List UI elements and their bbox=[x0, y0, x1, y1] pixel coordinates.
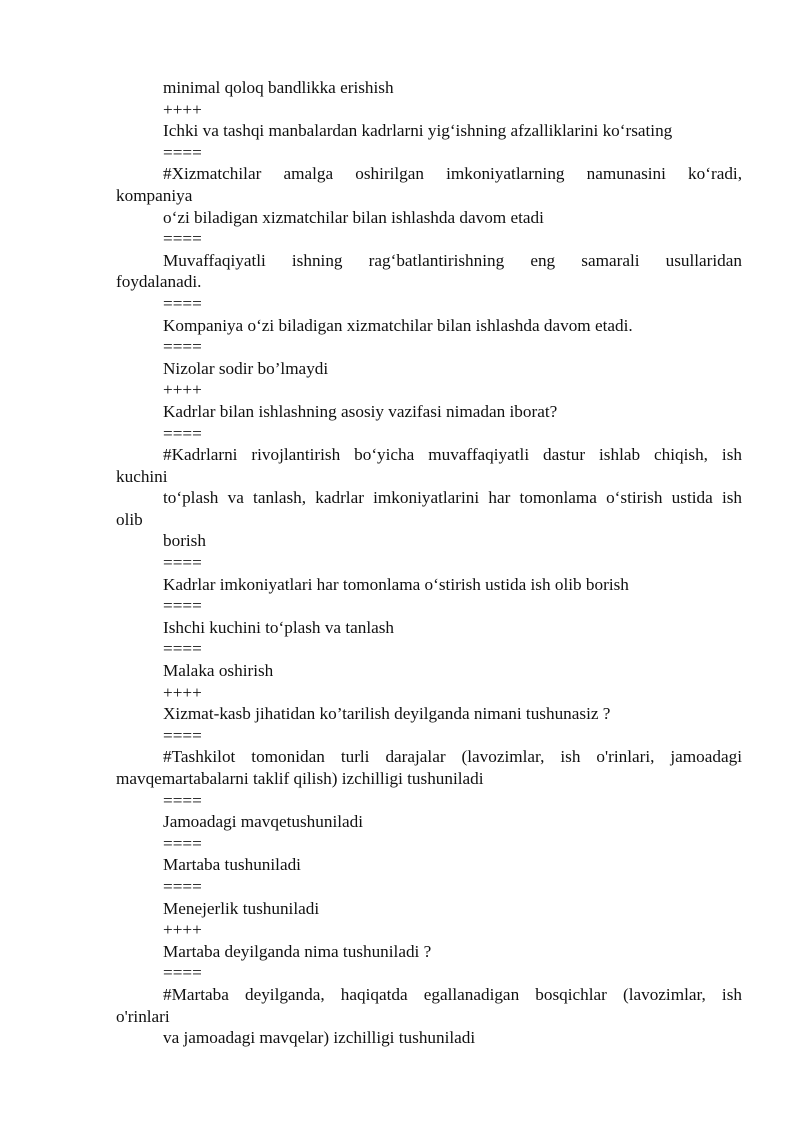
question-line: Xizmat-kasb jihatidan ko’tarilish deyilganda nimani tushunasiz ? bbox=[163, 704, 611, 724]
answer-line: Malaka oshirish bbox=[163, 661, 274, 681]
separator-line: ==== bbox=[163, 553, 202, 573]
answer-line: va jamoadagi mavqelar) izchilligi tushuniladi bbox=[163, 1028, 476, 1048]
question-line: Ichki va tashqi manbalardan kadrlarni yig‘ishning afzalliklarini ko‘rsating bbox=[163, 121, 673, 141]
answer-line: Jamoadagi mavqetushuniladi bbox=[163, 812, 363, 832]
answer-line: Nizolar sodir bo’lmaydi bbox=[163, 358, 329, 378]
answer-line: kuchini bbox=[116, 466, 168, 486]
separator-line: ++++ bbox=[163, 99, 202, 119]
separator-line: ==== bbox=[163, 337, 202, 357]
separator-line: ==== bbox=[163, 725, 202, 745]
answer-line: o‘zi biladigan xizmatchilar bilan ishlashda davom etadi bbox=[163, 207, 544, 227]
answer-line: borish bbox=[163, 531, 206, 551]
separator-line: ==== bbox=[163, 423, 202, 443]
answer-line: #Kadrlarni rivojlantirish bo‘yicha muvaffaqiyatli dastur ishlab chiqish, ish bbox=[163, 445, 742, 465]
question-line: Kadrlar bilan ishlashning asosiy vazifasi nimadan iborat? bbox=[163, 401, 558, 421]
separator-line: ++++ bbox=[163, 920, 202, 940]
separator-line: ==== bbox=[163, 142, 202, 162]
answer-line: o'rinlari bbox=[116, 1006, 170, 1026]
separator-line: ==== bbox=[163, 876, 202, 896]
answer-line: Martaba tushuniladi bbox=[163, 855, 301, 875]
answer-line: #Xizmatchilar amalga oshirilgan imkoniyatlarning namunasini ko‘radi, bbox=[163, 164, 742, 184]
separator-line: ==== bbox=[163, 293, 202, 313]
text-line: minimal qoloq bandlikka erishish bbox=[163, 78, 394, 97]
answer-line: mavqemartabalarni taklif qilish) izchilligi tushuniladi bbox=[116, 769, 484, 788]
separator-line: ==== bbox=[163, 833, 202, 853]
answer-line: Kompaniya o‘zi biladigan xizmatchilar bilan ishlashda davom etadi. bbox=[163, 315, 633, 335]
answer-line: Kadrlar imkoniyatlari har tomonlama o‘stirish ustida ish olib borish bbox=[163, 574, 629, 594]
separator-line: ==== bbox=[163, 596, 202, 616]
separator-line: ==== bbox=[163, 790, 202, 810]
answer-line: foydalanadi. bbox=[116, 272, 202, 292]
answer-line: Muvaffaqiyatli ishning rag‘batlantirishning eng samarali usullaridan bbox=[163, 250, 742, 270]
separator-line: ==== bbox=[163, 639, 202, 659]
answer-line: kompaniya bbox=[116, 185, 193, 205]
separator-line: ++++ bbox=[163, 380, 202, 400]
answer-line: #Martaba deyilganda, haqiqatda egallanadigan bosqichlar (lavozimlar, ish bbox=[163, 984, 742, 1004]
question-line: Martaba deyilganda nima tushuniladi ? bbox=[163, 941, 432, 961]
separator-line: ==== bbox=[163, 229, 202, 249]
answer-line: #Tashkilot tomonidan turli darajalar (lavozimlar, ish o'rinlari, jamoadagi bbox=[163, 747, 742, 767]
answer-line: to‘plash va tanlash, kadrlar imkoniyatlarini har tomonlama o‘stirish ustida ish bbox=[163, 488, 742, 508]
separator-line: ++++ bbox=[163, 682, 202, 702]
separator-line: ==== bbox=[163, 963, 202, 983]
answer-line: Menejerlik tushuniladi bbox=[163, 898, 320, 918]
answer-line: olib bbox=[116, 509, 143, 529]
document-body bbox=[116, 77, 742, 1049]
answer-line: Ishchi kuchini to‘plash va tanlash bbox=[163, 617, 395, 637]
